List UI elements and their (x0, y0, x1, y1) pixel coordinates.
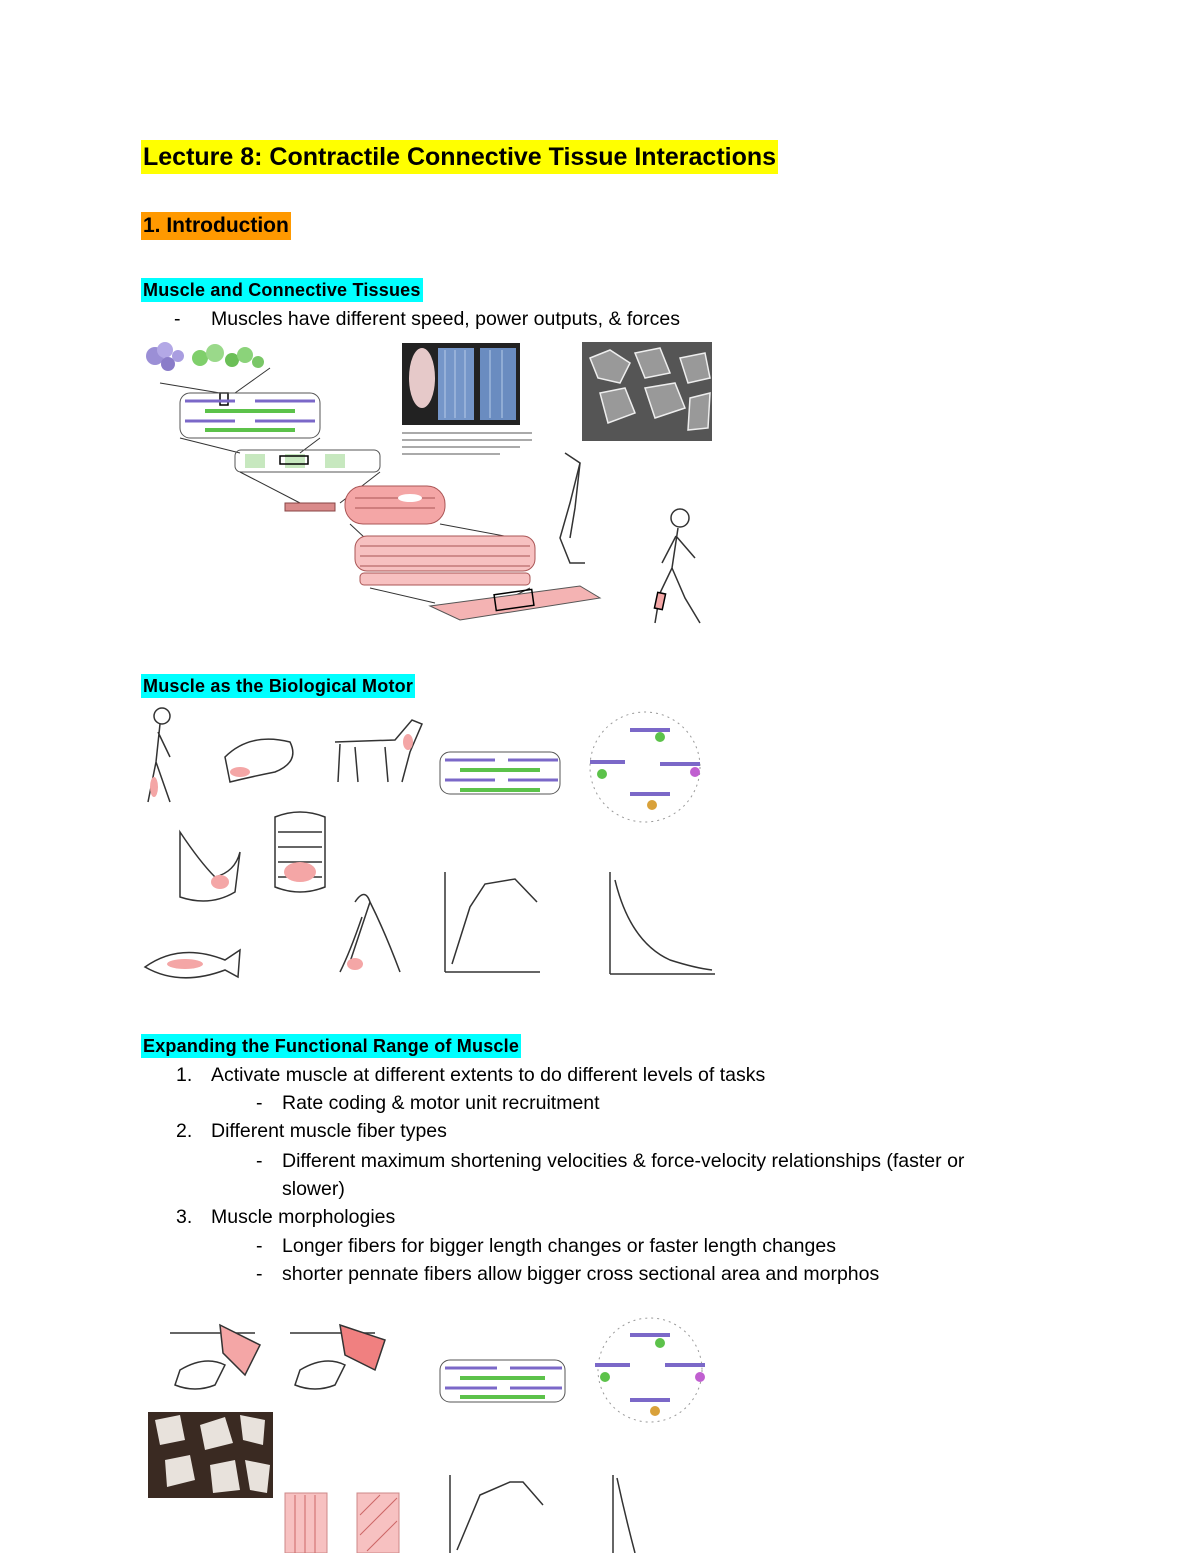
bullet-marker: - (174, 308, 181, 330)
muscle-hierarchy-figure (140, 338, 720, 633)
protein-structure-image (146, 342, 264, 371)
sub-bullet-marker: - (256, 1150, 263, 1172)
sarcomere-diagram (180, 393, 320, 438)
sub-bullet-marker: - (256, 1263, 263, 1285)
octopus-drawing (340, 895, 400, 973)
fascicle-diagram (355, 536, 535, 585)
myofibril-diagram (235, 450, 380, 472)
functional-range-figure (145, 1315, 715, 1553)
subheading-biological-motor: Muscle as the Biological Motor (143, 676, 414, 696)
sub-bullet-text-continued: slower) (282, 1178, 345, 1200)
list-number: 1. (176, 1064, 193, 1086)
parallel-fiber-diagram (285, 1493, 327, 1553)
sub-bullet-marker: - (256, 1092, 263, 1114)
sub-bullet-text: shorter pennate fibers allow bigger cross sectional area and morphos (282, 1263, 880, 1285)
force-length-plot (445, 872, 540, 972)
sub-bullet-marker: - (256, 1235, 263, 1257)
fiber-type-histology-image (148, 1412, 273, 1498)
sub-bullet-text: Rate coding & motor unit recruitment (282, 1092, 600, 1114)
subheading-muscle-connective-tissues: Muscle and Connective Tissues (143, 280, 421, 300)
sarcomere-diagram (440, 752, 560, 794)
leg-skeleton-drawing (560, 453, 585, 563)
subheading-functional-range: Expanding the Functional Range of Muscle (143, 1036, 520, 1056)
page-title: Lecture 8: Contractile Connective Tissue Interactions (141, 140, 778, 174)
section-heading-introduction: 1. Introduction (141, 212, 291, 240)
list-item-text: Different muscle fiber types (211, 1120, 447, 1142)
fish-drawing (145, 950, 240, 978)
biological-motor-figure (140, 702, 720, 992)
tendon-micrograph-image (402, 343, 532, 454)
human-walking-drawing (148, 708, 170, 802)
force-length-plot (450, 1475, 543, 1553)
force-velocity-plot (610, 872, 715, 974)
list-item-text: Activate muscle at different extents to do different levels of tasks (211, 1064, 766, 1086)
bullet-text: Muscles have different speed, power outputs, & forces (211, 308, 680, 330)
cross-bridge-cycle-diagram (595, 1318, 705, 1422)
muscle-fiber-diagram (285, 486, 445, 524)
limb-muscle-drawing-1 (170, 1325, 260, 1389)
list-number: 2. (176, 1120, 193, 1142)
list-number: 3. (176, 1206, 193, 1228)
list-item-text: Muscle morphologies (211, 1206, 396, 1228)
force-velocity-plot (613, 1475, 635, 1553)
frog-drawing (225, 739, 293, 782)
limb-muscle-drawing-2 (290, 1325, 385, 1389)
sarcomere-diagram (440, 1360, 565, 1402)
whole-muscle-diagram (430, 586, 600, 620)
ribcage-drawing (275, 812, 325, 892)
bird-drawing (180, 832, 240, 901)
walking-person-drawing (654, 509, 700, 623)
cross-bridge-cycle-diagram (590, 712, 700, 822)
sem-connective-tissue-image (582, 342, 712, 441)
sub-bullet-text: Longer fibers for bigger length changes or faster length changes (282, 1235, 836, 1257)
horse-drawing (335, 720, 422, 782)
pennate-fiber-diagram (357, 1493, 399, 1553)
sub-bullet-text: Different maximum shortening velocities & force-velocity relationships (faster or (282, 1150, 965, 1172)
